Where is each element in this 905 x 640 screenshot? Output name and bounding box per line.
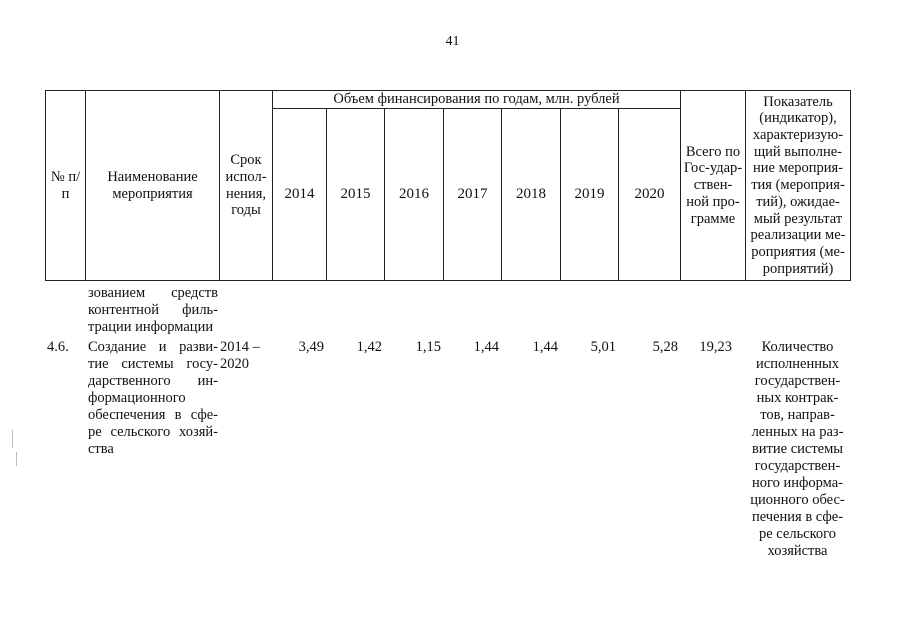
text-line: ного информа- — [751, 475, 843, 491]
text-line: контентной филь- — [88, 302, 218, 318]
text-line: ства — [88, 441, 114, 457]
text-line: ционного обес- — [750, 492, 845, 508]
value-2014: 3,49 — [298, 339, 324, 355]
text-line: зованием средств — [88, 285, 218, 301]
header-total: Всего по Гос-удар-ствен-ной про-грамме — [681, 91, 746, 281]
text-line: формационного — [88, 390, 186, 406]
text-line: государствен- — [754, 373, 841, 389]
value-2016: 1,15 — [415, 339, 441, 355]
row-indicator-cell — [746, 339, 849, 560]
scan-artifact — [12, 430, 13, 448]
text-line: 2020 — [220, 356, 249, 372]
text-line: ре сельского хозяй- — [88, 424, 218, 440]
header-indicator: Показатель (индикатор), характеризую-щий выполне-ние мероприя-тия (мероприя-тий), ожидае-мый результат реализации ме-роприятия (ме-роприятий) — [746, 91, 851, 281]
text-line: дарственного ин- — [88, 373, 218, 389]
text-line: тов, направ- — [760, 407, 835, 423]
text-line: ных контрак- — [756, 390, 839, 406]
text-line: хозяйства — [767, 543, 828, 559]
header-term: Срок испол-нения, годы — [220, 91, 273, 281]
value-2017: 1,44 — [473, 339, 499, 355]
continued-name-cell — [88, 285, 218, 336]
text-line: витие системы — [751, 441, 844, 457]
value-2020: 5,28 — [652, 339, 678, 355]
text-line: государствен- — [754, 458, 841, 474]
text-line: Количество — [761, 339, 834, 355]
value-2019: 5,01 — [590, 339, 616, 355]
table-header — [45, 90, 851, 281]
header-name: Наименование мероприятия — [86, 91, 220, 281]
value-2015: 1,42 — [356, 339, 382, 355]
header-year: 2020 — [619, 109, 681, 281]
row-name-cell — [88, 339, 218, 458]
text-line: исполненных — [756, 356, 839, 372]
header-number: № п/п — [46, 91, 86, 281]
value-2018: 1,44 — [532, 339, 558, 355]
text-line: трации информации — [88, 319, 214, 335]
header-year: 2018 — [502, 109, 561, 281]
header-year: 2017 — [444, 109, 502, 281]
text-line: тие системы госу- — [88, 356, 218, 372]
text-line: ре сельского — [758, 526, 837, 542]
page-number: 41 — [445, 34, 460, 49]
header-year: 2016 — [385, 109, 444, 281]
header-year: 2014 — [273, 109, 327, 281]
text-line: ленных на раз- — [751, 424, 844, 440]
header-financing: Объем финансирования по годам, млн. рублей — [273, 91, 681, 109]
text-line: обеспечения в сфе- — [88, 407, 218, 423]
text-line: 2014 – — [220, 339, 260, 355]
row-number: 4.6. — [47, 339, 69, 355]
header-year: 2015 — [327, 109, 385, 281]
value-total: 19,23 — [699, 339, 732, 355]
text-line: печения в сфе- — [751, 509, 844, 525]
scan-artifact — [16, 452, 17, 466]
text-line: Создание и разви- — [88, 339, 218, 355]
header-year: 2019 — [561, 109, 619, 281]
row-term-cell — [220, 339, 272, 373]
